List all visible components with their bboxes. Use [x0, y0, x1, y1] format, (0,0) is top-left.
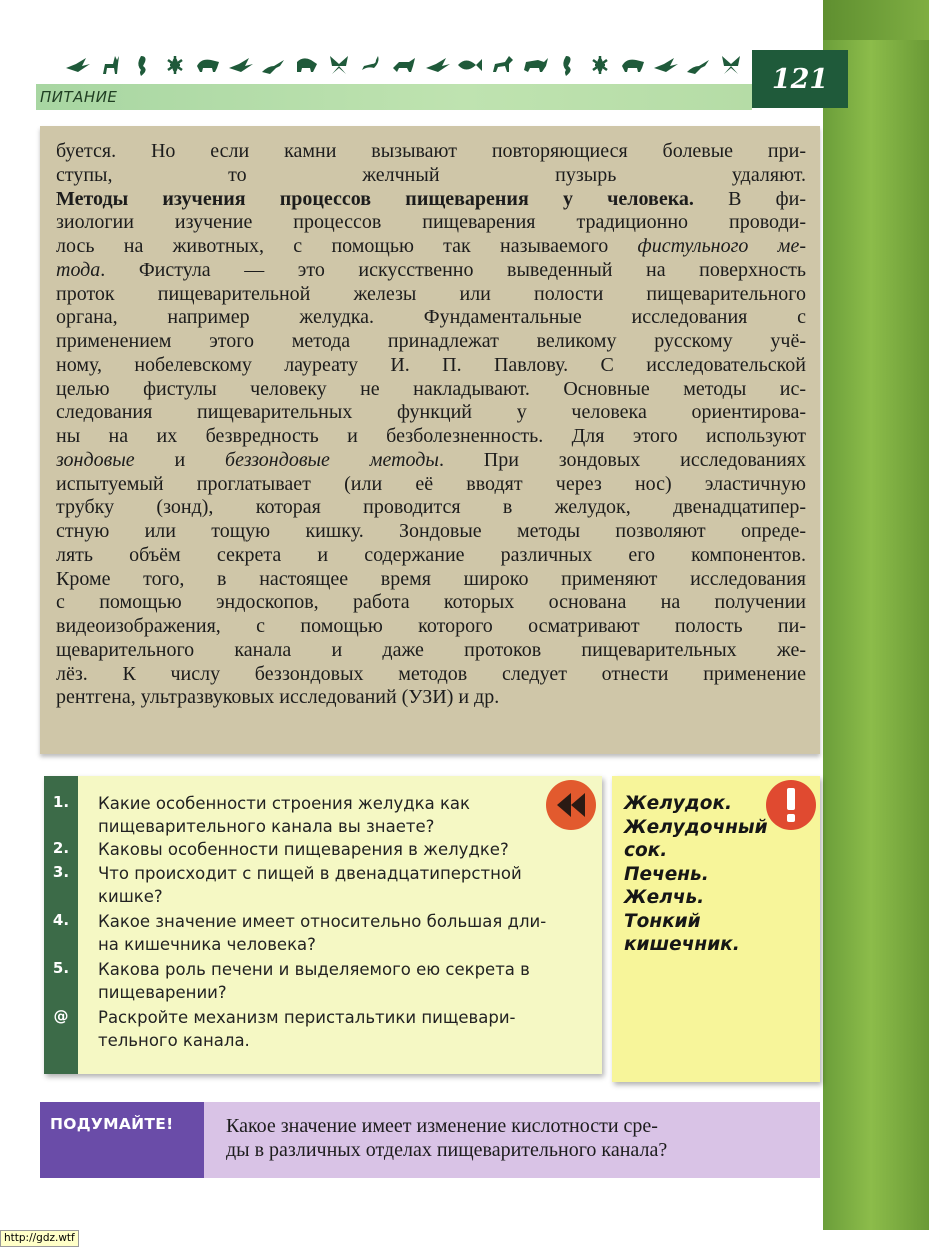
text-line [56, 164, 806, 188]
section-header-bar [36, 84, 752, 110]
text-segment: трубку (зонд), которая проводится в желудок, двенадцатипер- [56, 496, 806, 519]
lion-icon [391, 52, 417, 78]
keyword: Желчь. [624, 887, 705, 908]
text-segment: ступы, то желчный пузырь удаляют. [56, 163, 806, 186]
text-line [56, 188, 806, 212]
question-line: Что происходит с пищей в двенадцатиперстной [98, 864, 522, 883]
keyword: Печень. [624, 863, 709, 885]
keyword: Желудок. [624, 793, 733, 814]
text-line [56, 283, 806, 307]
text-line [56, 473, 806, 497]
text-line [56, 211, 806, 235]
keyword: Желудочный [624, 816, 768, 838]
insect-icon [162, 52, 188, 78]
fish-icon [456, 52, 482, 78]
question-line: Какое значение имеет относительно большая дли- [98, 912, 547, 931]
text-line [56, 140, 806, 164]
italic-term: зондовые [56, 448, 135, 471]
think-label-box [40, 1102, 204, 1178]
page-edge-bar [823, 0, 929, 1230]
boar-icon [620, 52, 646, 78]
bison-icon [293, 52, 319, 78]
text-line [56, 354, 806, 378]
keyword: сок. [624, 840, 668, 861]
text-segment: с помощью эндоскопов, работа которых основана на получении [56, 591, 806, 614]
text-line [56, 306, 806, 330]
bird-icon [64, 52, 90, 78]
keyword: кишечник. [624, 934, 740, 955]
italic-term: тода [56, 258, 101, 281]
text-segment: лять объём секрета и содержание различных его компонентов. [56, 543, 806, 566]
italic-term: беззондовые методы [225, 448, 439, 471]
text-segment: . Фистула — это искусственно выведенный на поверхность [100, 258, 806, 281]
question-text [98, 862, 584, 908]
text-segment: и [134, 448, 226, 471]
text-segment: видеоизображения, с помощью которого осматривают полость пи- [56, 615, 806, 637]
text-segment: В фи- [693, 187, 806, 210]
question-number: 3. [52, 863, 70, 881]
text-line [56, 615, 806, 639]
text-segment: испытуемый проглатывает (или её вводят через нос) эластичную [56, 472, 806, 495]
text-line [56, 259, 806, 283]
question-number: @ [53, 1007, 69, 1025]
question-number: 5. [52, 959, 70, 977]
text-segment: Кроме того, в настоящее время широко применяют исследования [56, 567, 806, 590]
text-segment: целью фистулы человеку не накладывают. Основные методы ис- [56, 377, 806, 400]
question-line: Какие особенности строения желудка как [98, 794, 471, 813]
text-segment: щеварительного канала и даже протоков пищеварительных же- [56, 638, 806, 661]
text-segment: . При зондовых исследованиях [438, 448, 806, 471]
question-text [98, 958, 584, 1004]
text-line [56, 591, 806, 615]
seahorse-icon [554, 52, 580, 78]
page-edge-bar-top [823, 0, 929, 40]
lizard-icon [260, 52, 286, 78]
question-number: 4. [52, 911, 70, 929]
question-number: 2. [52, 839, 70, 857]
keyword: Тонкий [624, 910, 701, 932]
deer-icon [97, 52, 123, 78]
italic-term: фистульного ме- [637, 235, 806, 257]
think-line: ды в различных отделах пищеварительного канала? [226, 1139, 668, 1161]
text-line [56, 686, 806, 710]
text-line [56, 639, 806, 663]
text-segment: следования пищеварительных функций у человека ориентирова- [56, 401, 806, 424]
text-line [56, 378, 806, 402]
question-text [98, 1006, 584, 1052]
page-number: 121 [771, 63, 829, 95]
question-text [98, 838, 584, 861]
text-line [56, 401, 806, 425]
text-segment: зиологии изучение процессов пищеварения традиционно проводи- [56, 211, 806, 234]
bird-icon [652, 52, 678, 78]
horse-icon [489, 52, 515, 78]
text-line [56, 520, 806, 544]
question-line: Каковы особенности пищеварения в желудке? [98, 840, 509, 859]
text-line [56, 449, 806, 473]
think-label: ПОДУМАЙТЕ! [50, 1115, 174, 1133]
text-segment: ны на их безвредность и безболезненность. Для этого используют [56, 425, 806, 447]
text-line [56, 425, 806, 449]
lizard-icon [685, 52, 711, 78]
exclamation-icon [766, 780, 816, 830]
question-line: Какова роль печени и выделяемого ею секрета в [98, 960, 530, 979]
text-segment: ному, нобелевскому лауреату И. П. Павлову. С исследовательской [56, 353, 806, 376]
think-question [226, 1114, 810, 1162]
question-line: пищеварении? [98, 983, 227, 1002]
question-line: кишке? [98, 887, 163, 906]
bold-text: Методы изучения процессов пищеварения у человека. [56, 187, 694, 210]
boar-icon [195, 52, 221, 78]
insect-icon [587, 52, 613, 78]
text-line [56, 235, 806, 259]
text-line [56, 496, 806, 520]
section-title: ПИТАНИЕ [40, 88, 118, 106]
text-segment: буется. Но если камни вызывают повторяющиеся болевые при- [56, 140, 806, 162]
text-line [56, 330, 806, 354]
text-segment: рентгена, ультразвуковых исследований (УЗИ) и др. [56, 686, 500, 709]
page-number-block [752, 50, 848, 108]
question-line: тельного канала. [98, 1031, 250, 1050]
question-line: Раскройте механизм перистальтики пищевари- [98, 1008, 516, 1027]
think-line: Какое значение имеет изменение кислотности сре- [226, 1115, 658, 1137]
butterfly-icon [718, 52, 744, 78]
question-text [98, 792, 584, 838]
question-line: пищеварительного канала вы знаете? [98, 817, 435, 836]
bird-icon [424, 52, 450, 78]
scorpion-icon [358, 52, 384, 78]
seahorse-icon [129, 52, 155, 78]
text-line [56, 568, 806, 592]
footer-link[interactable]: http://gdz.wtf [0, 1230, 79, 1247]
butterfly-icon [326, 52, 352, 78]
text-segment: проток пищеварительной железы или полости пищеварительного [56, 282, 806, 305]
animal-silhouette-strip [64, 44, 744, 86]
text-segment: лось на животных, с помощью так называемого [56, 235, 638, 257]
rhino-icon [522, 52, 548, 78]
keywords-list [624, 792, 784, 957]
rewind-icon [546, 780, 596, 830]
text-line [56, 544, 806, 568]
bird-icon [227, 52, 253, 78]
text-segment: органа, например желудка. Фундаментальные исследования с [56, 306, 806, 329]
question-line: на кишечника человека? [98, 935, 316, 954]
text-segment: применением этого метода принадлежат великому русскому учё- [56, 330, 806, 352]
main-text [56, 140, 806, 710]
question-text [98, 910, 584, 956]
text-segment: лёз. К числу беззондовых методов следует отнести применение [56, 662, 806, 685]
text-segment: стную или тощую кишку. Зондовые методы позволяют опреде- [56, 520, 806, 542]
text-line [56, 663, 806, 687]
question-number: 1. [52, 793, 70, 811]
